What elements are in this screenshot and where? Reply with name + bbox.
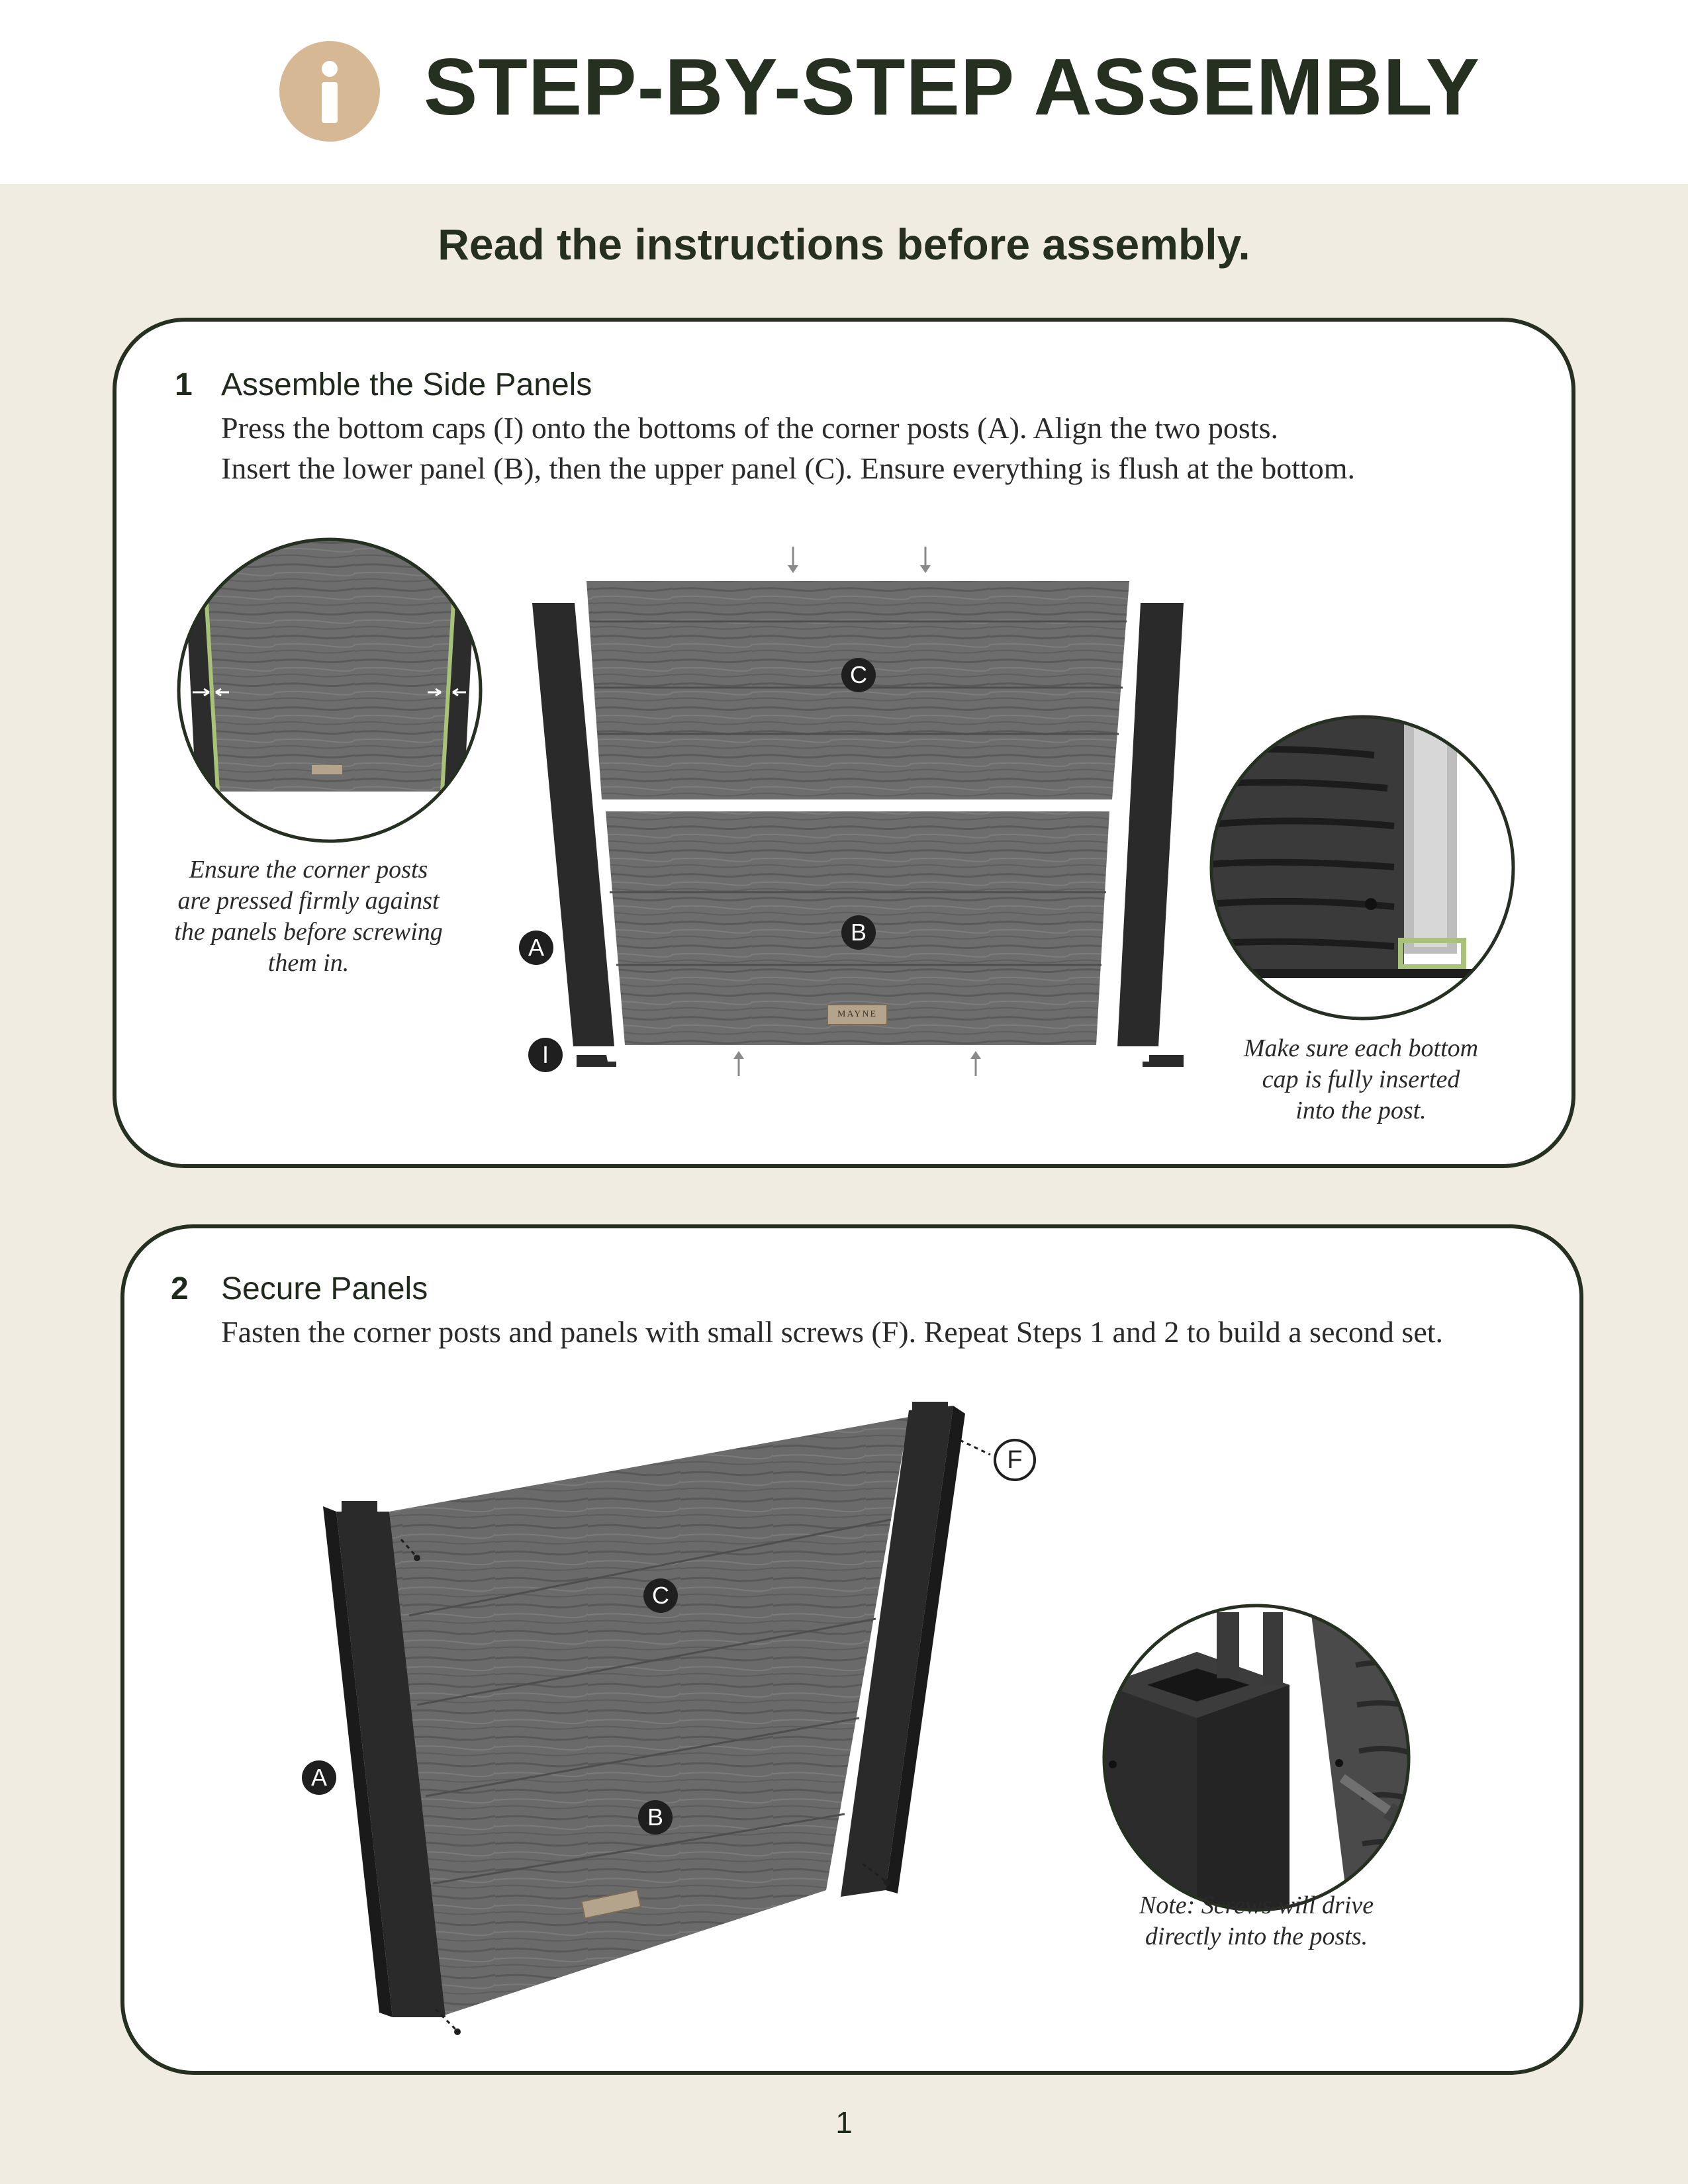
left-caption: Ensure the corner posts are pressed firmly against the panels before screwing them in. — [174, 856, 443, 977]
page-subtitle: Read the instructions before assembly. — [438, 220, 1250, 269]
step-1-title: Assemble the Side Panels — [221, 367, 592, 402]
page-header — [0, 0, 1688, 184]
right-detail-zoom — [1209, 715, 1520, 1026]
step-1-number: 1 — [175, 367, 193, 402]
step-2-text-line-1: Fasten the corner posts and panels with small screws (F). Repeat Steps 1 and 2 to build a second set. — [221, 1315, 1444, 1349]
bottom-cap-left — [577, 1055, 616, 1067]
step-1-text-line-1: Press the bottom caps (I) onto the bottoms of the corner posts (A). Align the two posts. — [221, 411, 1279, 445]
step-2-number: 2 — [171, 1271, 189, 1306]
label-a-2: A — [310, 1764, 327, 1791]
step-1-card — [113, 318, 1575, 1168]
page-title: STEP-BY-STEP ASSEMBLY — [424, 42, 1481, 132]
label-c-2: C — [652, 1582, 669, 1609]
right-corner-post — [1117, 603, 1184, 1046]
step-2-card — [120, 1224, 1583, 2075]
label-c: C — [850, 661, 867, 688]
plaque-text: MAYNE — [837, 1009, 878, 1019]
label-a: A — [528, 934, 544, 961]
right-caption: Make sure each bottom cap is fully inserted into the post. — [1243, 1034, 1479, 1124]
step-1-text-line-2: Insert the lower panel (B), then the upper panel (C). Ensure everything is flush at the bottom. — [221, 451, 1356, 485]
screw-caption: Note: Screws will drive directly into the posts. — [1139, 1891, 1374, 1950]
page-number: 1 — [835, 2105, 853, 2140]
label-b: B — [850, 919, 867, 946]
assembled-panel-diagram — [302, 1402, 1035, 2035]
label-i: I — [541, 1041, 549, 1068]
screw-detail-zoom — [1098, 1599, 1415, 1917]
step-2-title: Secure Panels — [221, 1271, 428, 1306]
info-icon — [279, 41, 380, 142]
label-f: F — [1007, 1446, 1023, 1474]
bottom-cap-right — [1143, 1055, 1184, 1067]
left-detail-zoom — [176, 533, 487, 851]
label-b-2: B — [647, 1803, 663, 1831]
assembled-panels — [389, 1417, 909, 2016]
